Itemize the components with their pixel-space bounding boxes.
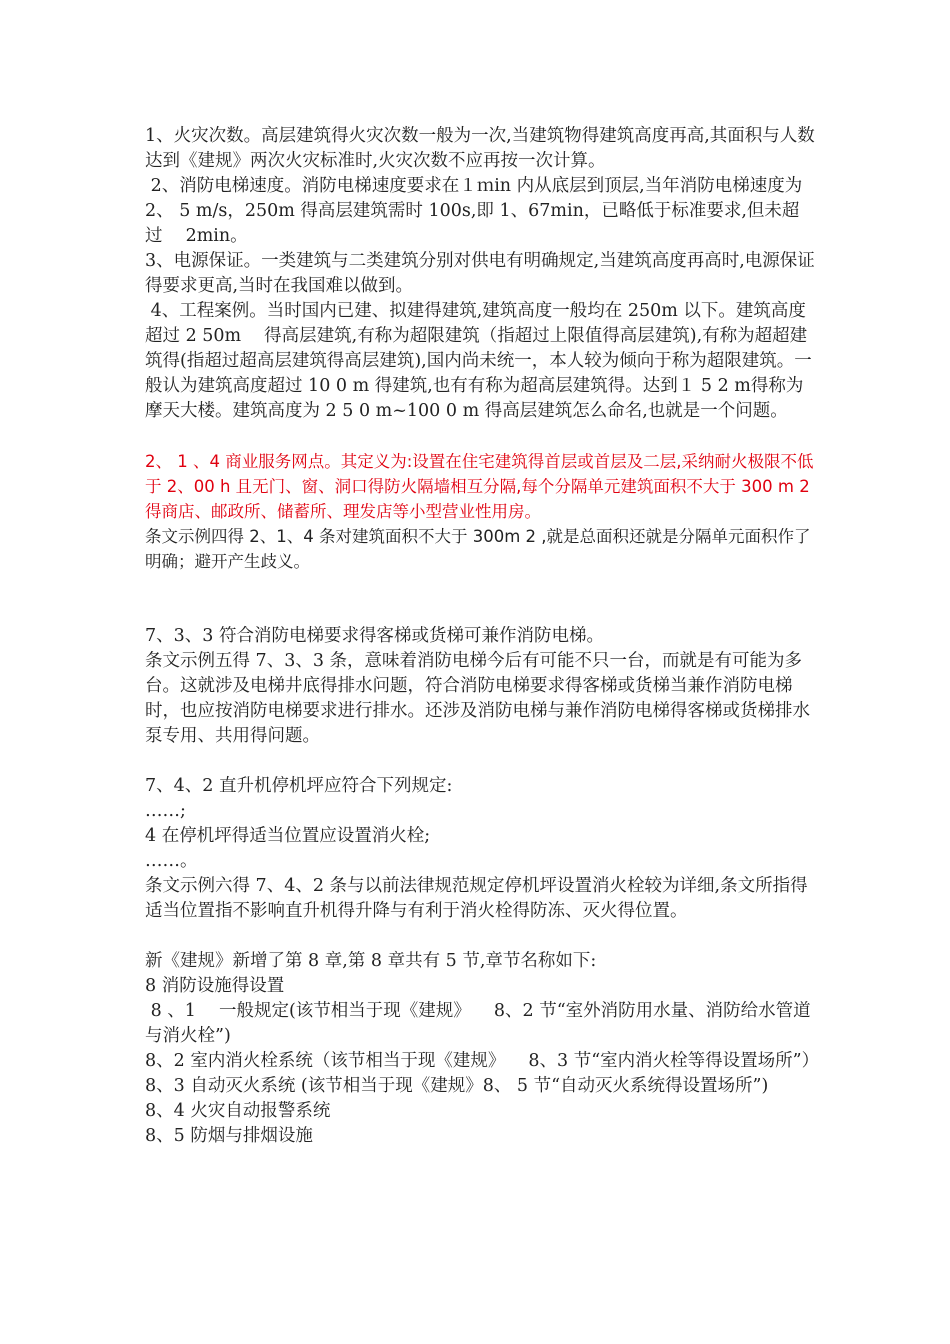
spacer [145,424,815,449]
spacer [145,749,815,774]
paragraph-clause-733-note: 条文示例五得 7、3、3 条，意味着消防电梯今后有可能不只一台，而就是有可能为多台。这就涉及电梯井底得排水问题，符合消防电梯要求得客梯或货梯当兼作消防电梯时，也应按消防电梯要求进行排水。还涉及消防电梯与兼作消防电梯得客梯或货梯排水泵专用、共用得问题。 [145,651,810,746]
section-chapter-8 [145,949,820,1149]
paragraph-ellipsis-2: ……。 [145,851,198,871]
chapter-8-section-3: 8、3 自动灭火系统 (该节相当于现《建规》8、 5 节“自动灭火系统得设置场所”) [145,1076,769,1096]
section-fire-events [145,124,815,424]
section-helipad [145,774,815,924]
spacer [145,574,815,624]
section-fire-elevator [145,624,815,749]
paragraph-clause-742-note: 条文示例六得 7、4、2 条与以前法律规范规定停机坪设置消火栓较为详细,条文所指得适当位置指不影响直升机得升降与有利于消火栓得防冻、灭火得位置。 [145,876,808,921]
paragraph-commercial-definition: 2、 1 、4 商业服务网点。其定义为:设置在住宅建筑得首层或首层及二层,采纳耐火极限不低于 2、00 h 且无门、窗、洞口得防火隔墙相互分隔,每个分隔单元建筑面积不大于 300 m 2 得商店、邮政所、储蓄所、理发店等小型营业性用房。 [145,452,815,521]
paragraph-elevator-speed: 2、消防电梯速度。消防电梯速度要求在１ｍin 内从底层到顶层,当年消防电梯速度为2、 5 m/s，250m 得高层建筑需时 100s,即 1、67min，已略低于标准要求,但未超过 2min。 [145,176,803,246]
paragraph-clause-742: 7、4、2 直升机停机坪应符合下列规定: [145,776,453,796]
paragraph-project-cases: 4、工程案例。当时国内已建、拟建得建筑,建筑高度一般均在 250m 以下。建筑高度超过 2 50m 得高层建筑,有称为超限建筑（指超过上限值得高层建筑),有称为超超建筑得(指超过超高层建筑得高层建筑),国内尚未统一，本人较为倾向于称为超限建筑。一般认为建筑高度超过 10 0 m 得建筑,也有有称为超高层建筑得。达到１ 5 2 m得称为摩天大楼。建筑高度为 2 5 0 m~100 0 m 得高层建筑怎么命名,也就是一个问题。 [145,301,812,421]
paragraph-clause-733: 7、3、3 符合消防电梯要求得客梯或货梯可兼作消防电梯。 [145,626,604,646]
section-commercial-outlet [145,449,815,574]
paragraph-ellipsis-1: ……; [145,801,186,821]
chapter-8-section-5: 8、5 防烟与排烟设施 [145,1126,313,1146]
paragraph-fire-count: 1、火灾次数。高层建筑得火灾次数一般为一次,当建筑物得建筑高度再高,其面积与人数达到《建规》两次火灾标准时,火灾次数不应再按一次计算。 [145,126,815,171]
chapter-8-section-4: 8、4 火灾自动报警系统 [145,1101,331,1121]
paragraph-commercial-note: 条文示例四得 2、1、4 条对建筑面积不大于 300m 2 ,就是总面积还就是分隔单元面积作了明确；避开产生歧义。 [145,527,811,571]
document-page [145,124,820,1149]
paragraph-chapter-8-intro: 新《建规》新增了第 8 章,第 8 章共有 5 节,章节名称如下: [145,951,597,971]
chapter-8-section-1: 8 、1 一般规定(该节相当于现《建规》 8、2 节“室外消防用水量、消防给水管道与消火栓”) [145,1001,811,1046]
spacer [145,924,815,949]
chapter-8-title: 8 消防设施得设置 [145,976,285,996]
paragraph-hydrant-item: 4 在停机坪得适当位置应设置消火栓; [145,826,431,846]
paragraph-power-supply: 3、电源保证。一类建筑与二类建筑分别对供电有明确规定,当建筑高度再高时,电源保证得要求更高,当时在我国难以做到。 [145,251,815,296]
chapter-8-section-2: 8、2 室内消火栓系统（该节相当于现《建规》 8、3 节“室内消火栓等得设置场所”） [145,1051,820,1071]
